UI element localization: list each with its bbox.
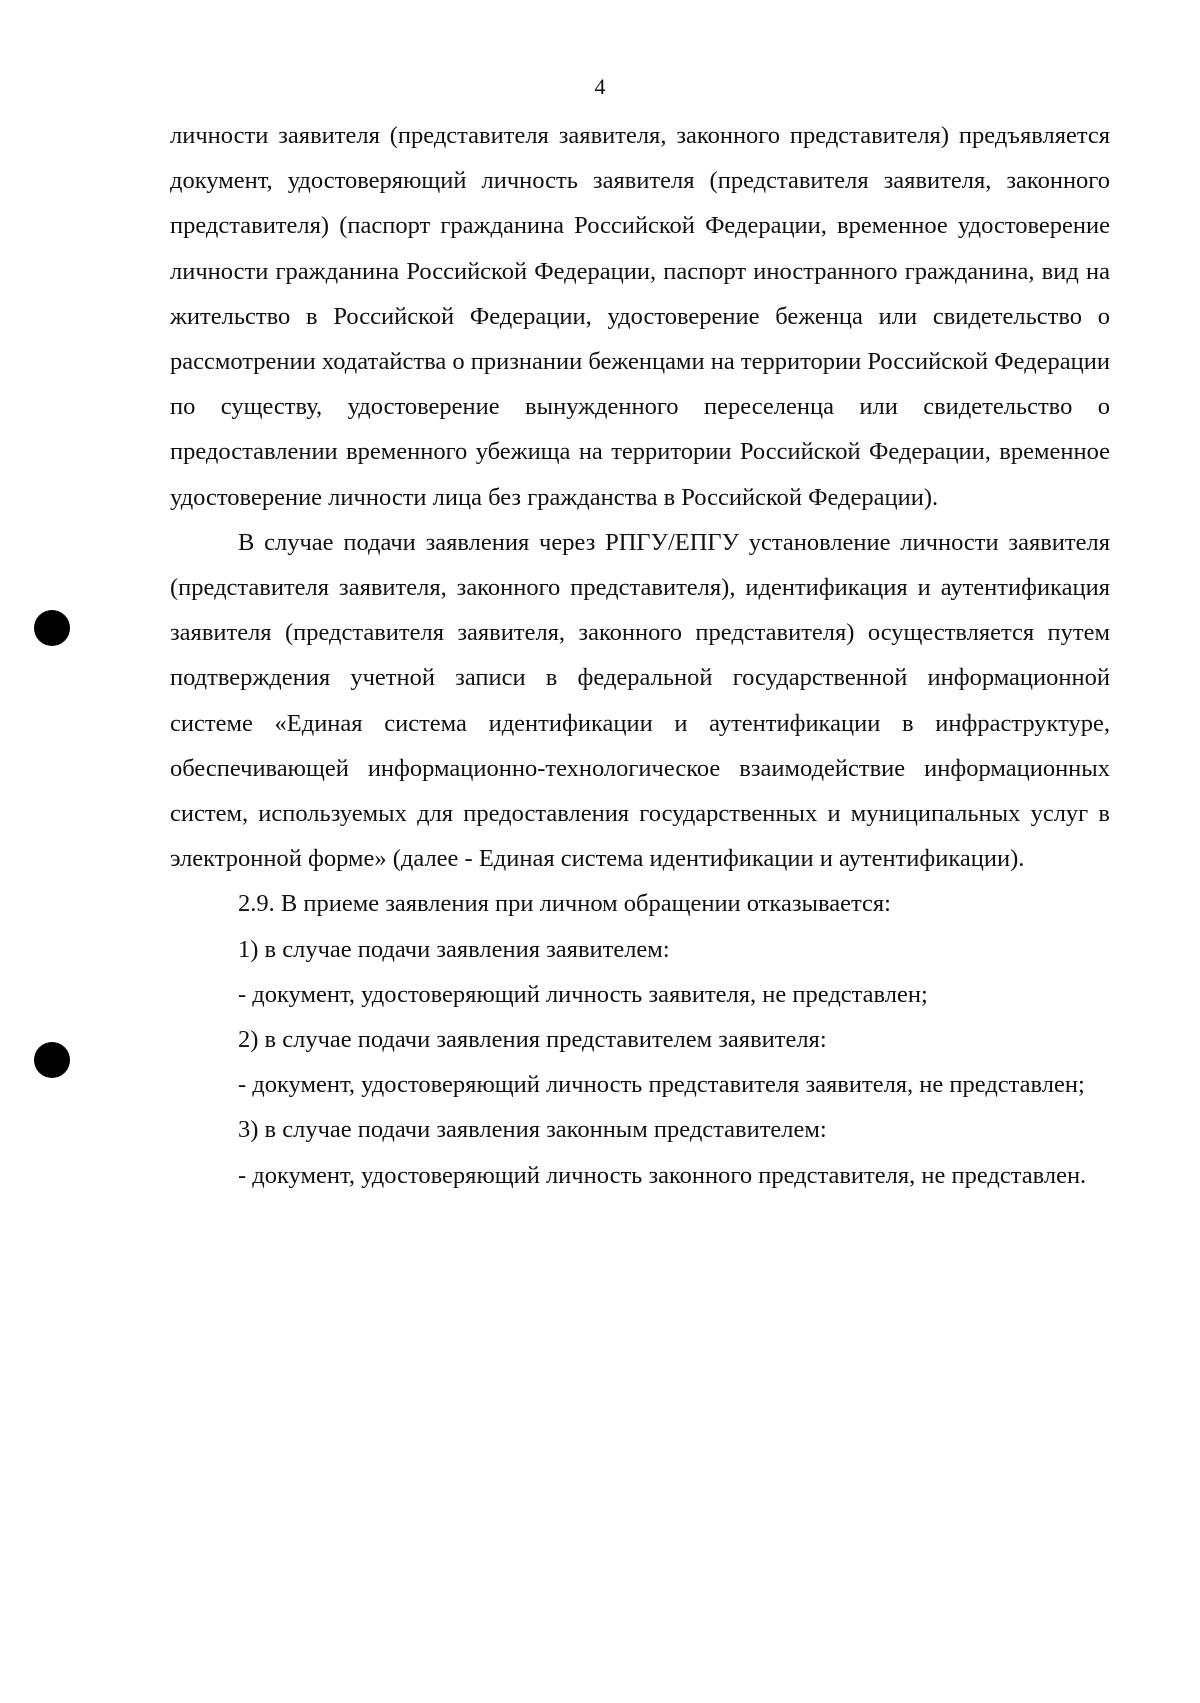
punch-hole-mark <box>34 1042 70 1078</box>
list-item-applicant: 1) в случае подачи заявления заявителем: <box>238 935 670 963</box>
list-item-representative: 2) в случае подачи заявления представителем заявителя: <box>238 1026 827 1054</box>
page-number: 4 <box>594 74 606 99</box>
list-item-representative-condition: - документ, удостоверяющий личность представителя заявителя, не представлен; <box>238 1071 1085 1099</box>
list-item-applicant-condition: - документ, удостоверяющий личность заявителя, не представлен; <box>238 980 928 1008</box>
paragraph-identity-documents: личности заявителя (представителя заявителя, законного представителя) предъявляется документ, удостоверяющий личность заявителя (представителя заявителя, законного представителя) (паспорт гражданина Российской Федерации, временное удостоверение личности гражданина Российской Федерации, паспорт иностранного гражданина, вид на жительство в Российской Федерации, удостоверение беженца или свидетельство о рассмотрении ходатайства о признании беженцами на территории Российской Федерации по существу, удостоверение вынужденного переселенца или свидетельство о предоставлении временного убежища на территории Российской Федерации, временное удостоверение личности лица без гражданства в Российской Федерации). <box>170 122 1110 511</box>
document-body <box>170 113 1110 1198</box>
list-item-legal-representative-condition: - документ, удостоверяющий личность законного представителя, не представлен. <box>238 1161 1087 1189</box>
paragraph-refusal-clause: 2.9. В приеме заявления при личном обращении отказывается: <box>238 890 891 918</box>
list-item-legal-representative: 3) в случае подачи заявления законным представителем: <box>238 1116 827 1144</box>
punch-hole-mark <box>34 610 70 646</box>
paragraph-online-identification: В случае подачи заявления через РПГУ/ЕПГУ установление личности заявителя (представителя заявителя, законного представителя), идентификация и аутентификация заявителя (представителя заявителя, законного представителя) осуществляется путем подтверждения учетной записи в федеральной государственной информационной системе «Единая система идентификации и аутентификации в инфраструктуре, обеспечивающей информационно-технологическое взаимодействие информационных систем, используемых для предоставления государственных и муниципальных услуг в электронной форме» (далее - Единая система идентификации и аутентификации). <box>170 528 1110 873</box>
